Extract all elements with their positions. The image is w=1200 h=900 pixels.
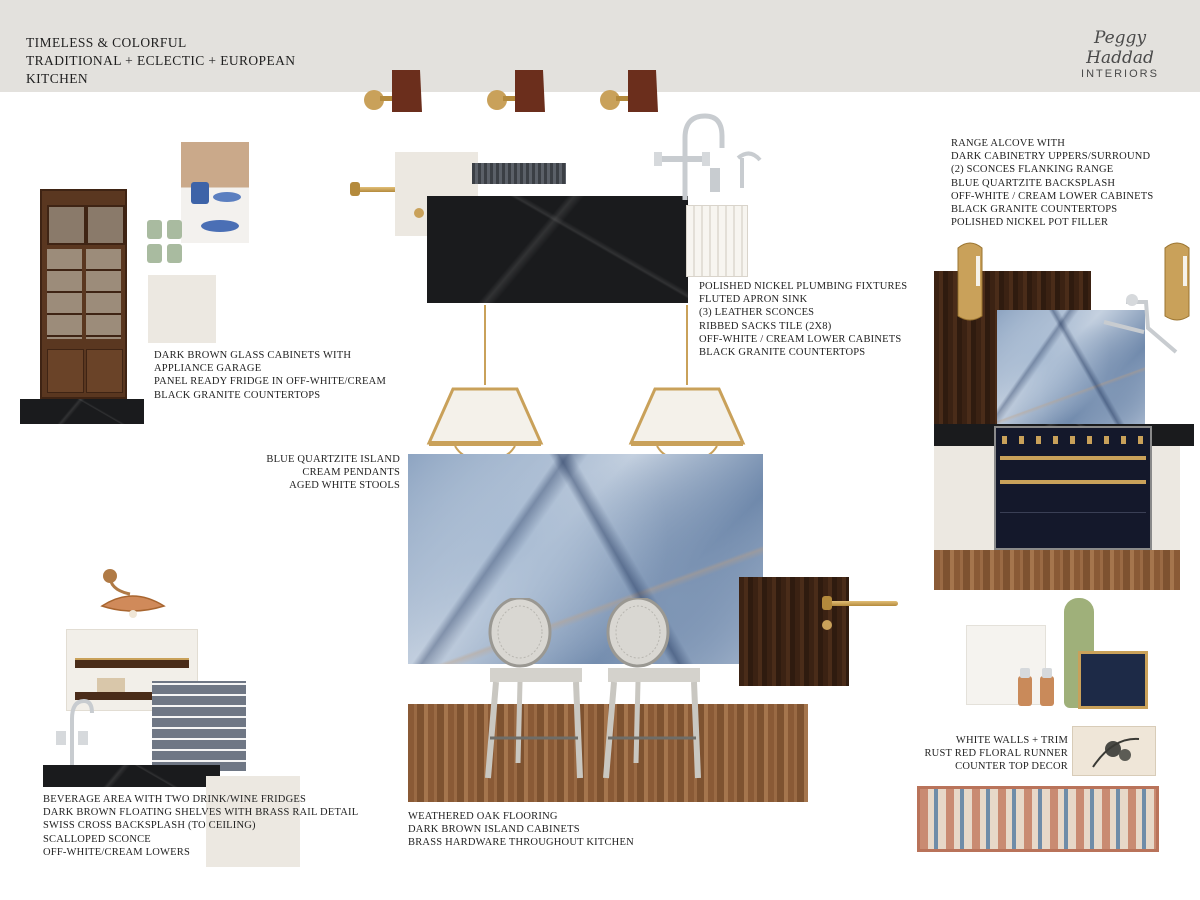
caption-line: POLISHED NICKEL POT FILLER [951, 217, 1109, 229]
brass-rail-bracket [350, 182, 360, 196]
floral-print-image [1072, 726, 1156, 776]
leather-sconces [360, 64, 660, 120]
nickel-faucet-icon [650, 108, 775, 203]
swiss-cross-tile-swatch [152, 681, 246, 771]
caption-island [240, 453, 400, 493]
cream-pendants [425, 305, 755, 465]
caption-flooring [408, 810, 634, 850]
glass-cabinet-image [40, 189, 127, 399]
logo-script: Peggy Haddad [1086, 28, 1154, 68]
salt-pepper-icon [1014, 666, 1060, 708]
board-title [26, 34, 295, 88]
caption-line: SCALLOPED SCONCE [43, 833, 151, 845]
caption-line: POLISHED NICKEL PLUMBING FIXTURES [699, 281, 908, 292]
caption-line: BEVERAGE AREA WITH TWO DRINK/WINE FRIDGES [43, 794, 307, 805]
black-granite-swatch [427, 196, 688, 303]
granite-swatch-beverage [43, 765, 220, 787]
caption-walls [900, 734, 1068, 774]
aged-white-stools [480, 598, 705, 788]
caption-line: CREAM PENDANTS [302, 467, 400, 479]
scalloped-sconce-icon [96, 564, 170, 622]
caption-line: SWISS CROSS BACKSPLASH (TO CEILING) [43, 820, 256, 832]
caption-beverage [43, 793, 358, 859]
pot-filler-icon [1096, 292, 1186, 364]
title-line-1: TIMELESS & COLORFUL [26, 35, 187, 50]
caption-line: COUNTER TOP DECOR [955, 761, 1068, 773]
leather-sconce-icon [364, 70, 422, 112]
brass-pull-post [822, 596, 832, 610]
green-glasses-image [145, 218, 187, 266]
dark-brown-island-swatch [739, 577, 849, 686]
caption-line: DARK CABINETRY UPPERS/SURROUND [951, 151, 1151, 163]
caption-line: OFF-WHITE/CREAM LOWERS [43, 846, 191, 858]
caption-line: WHITE WALLS + TRIM [955, 735, 1068, 746]
caption-line: RIBBED SACKS TILE (2X8) [699, 320, 832, 332]
leather-sconce-icon [600, 70, 658, 112]
caption-line: DARK BROWN ISLAND CABINETS [408, 824, 580, 836]
caption-line: BLACK GRANITE COUNTERTOPS [154, 389, 321, 401]
apron-sink-image [686, 205, 748, 277]
cookbook-stand-icon [1078, 651, 1148, 709]
caption-line: DARK BROWN FLOATING SHELVES WITH BRASS RAIL DETAIL [43, 807, 359, 819]
caption-line: PANEL READY FRIDGE IN OFF-WHITE/CREAM [154, 376, 386, 388]
blue-dinnerware-image [181, 142, 249, 243]
bar-faucet-icon [52, 693, 96, 769]
caption-line: BLUE QUARTZITE ISLAND [266, 454, 400, 465]
caption-line: BRASS HARDWARE THROUGHOUT KITCHEN [408, 837, 634, 849]
stool-icon [606, 598, 700, 778]
caption-line: BLACK GRANITE COUNTERTOPS [951, 204, 1118, 216]
caption-line: AGED WHITE STOOLS [289, 480, 400, 492]
caption-line: BLUE QUARTZITE BACKSPLASH [951, 177, 1116, 189]
caption-line: RUST RED FLORAL RUNNER [924, 748, 1068, 760]
logo-subtitle: INTERIORS [1081, 68, 1159, 80]
pendant-light-icon [631, 305, 743, 458]
pendant-light-icon [429, 305, 541, 458]
leather-sconce-icon [487, 70, 545, 112]
title-line-2: TRADITIONAL + ECLECTIC + EUROPEAN [26, 53, 296, 68]
caption-line: (2) SCONCES FLANKING RANGE [951, 164, 1114, 176]
caption-line: APPLIANCE GARAGE [154, 363, 262, 375]
caption-line: OFF-WHITE / CREAM LOWER CABINETS [699, 333, 902, 345]
granite-swatch-left [20, 399, 144, 424]
caption-line: RANGE ALCOVE WITH [951, 138, 1066, 149]
ribbed-tile-swatch [472, 163, 566, 184]
stool-icon [488, 598, 582, 778]
caption-range-alcove [951, 137, 1153, 229]
title-line-3: KITCHEN [26, 71, 89, 86]
caption-glass-cabinets [154, 349, 386, 402]
caption-line: (3) LEATHER SCONCES [699, 307, 815, 319]
caption-line: BLACK GRANITE COUNTERTOPS [699, 347, 866, 359]
caption-line: OFF-WHITE / CREAM LOWER CABINETS [951, 190, 1154, 202]
brand-logo [1060, 28, 1180, 80]
oak-floor-right [934, 550, 1180, 590]
brass-pull-image [826, 601, 898, 606]
rust-floral-runner-swatch [917, 786, 1159, 852]
navy-range-image [994, 426, 1152, 550]
brass-candle-sconce-icon [950, 238, 990, 324]
caption-line: WEATHERED OAK FLOORING [408, 811, 558, 822]
caption-line: FLUTED APRON SINK [699, 294, 808, 306]
cream-swatch-left [148, 275, 216, 343]
caption-line: DARK BROWN GLASS CABINETS WITH [154, 350, 352, 361]
brass-knob-icon [822, 620, 832, 630]
